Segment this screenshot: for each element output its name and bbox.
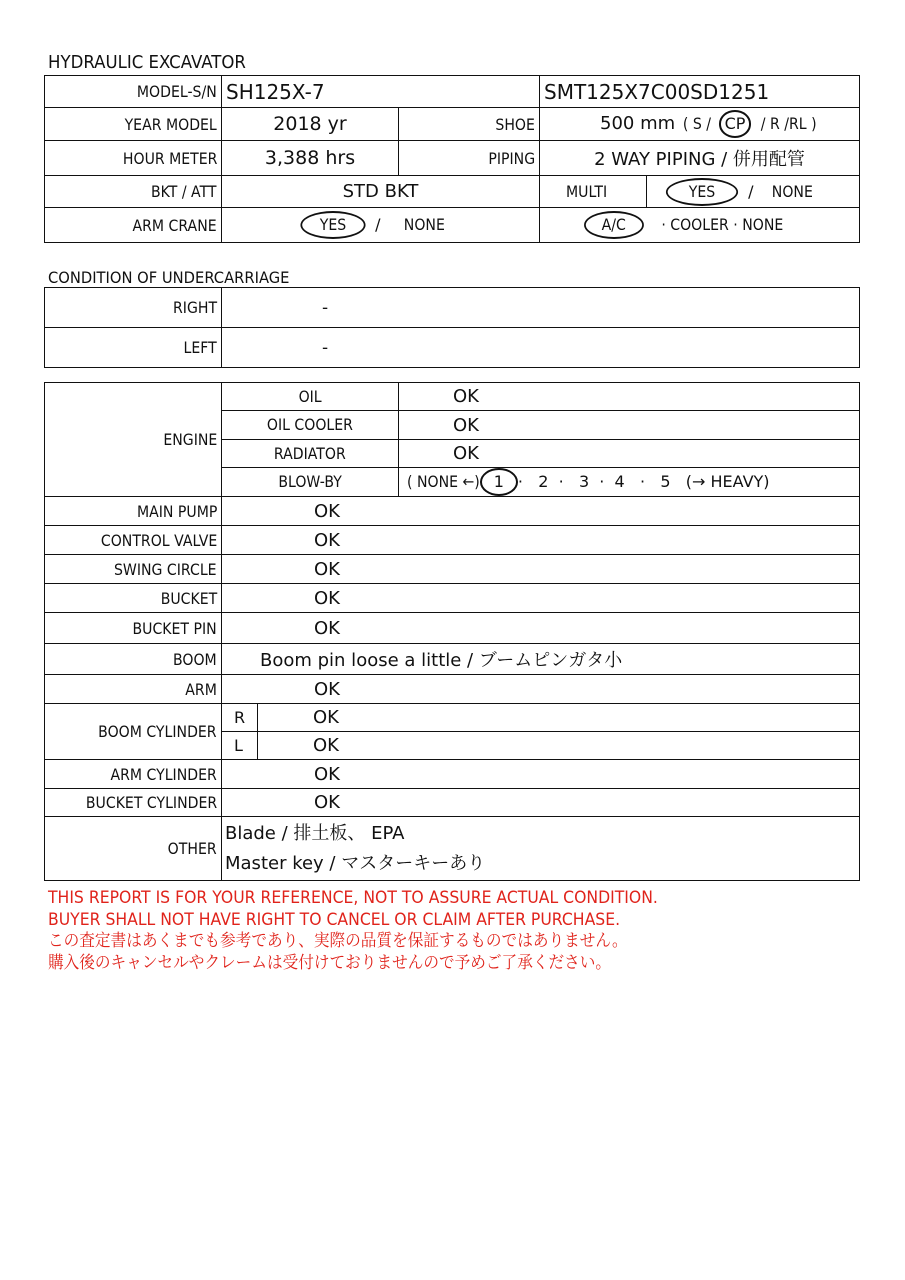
model-value: SH125X-7 <box>222 76 540 108</box>
spec-table <box>44 75 860 243</box>
bkt-value: STD BKT <box>222 176 540 208</box>
multi-selected: YES <box>666 178 738 206</box>
model-sn-label: MODEL-S/N <box>45 76 222 108</box>
boom-cyl-r-value: OK <box>258 704 860 732</box>
boom-cyl-label: BOOM CYLINDER <box>45 704 222 760</box>
boom-label: BOOM <box>45 644 222 675</box>
undercarriage-title: CONDITION OF UNDERCARRIAGE <box>48 268 290 287</box>
ac-value: A/C · COOLER · NONE <box>540 208 860 243</box>
oil-label: OIL <box>222 383 399 411</box>
boom-cyl-r-label: R <box>222 704 258 732</box>
serial-value: SMT125X7C00SD1251 <box>540 76 860 108</box>
disclaimer-line-4: 購入後のキャンセルやクレームは受付けておりませんので予めご了承ください。 <box>48 952 612 973</box>
other-line-1: Blade / 排土板、 EPA <box>225 822 405 844</box>
shoe-value: 500 mm ( S / CP / R /RL ) <box>540 108 860 141</box>
shoe-label: SHOE <box>399 108 540 141</box>
blowby-scale: ( NONE ←) 1 · 2 · 3 · 4 · 5 (→ HEAVY) <box>399 468 860 497</box>
arm-value: OK <box>222 675 860 704</box>
main-pump-value: OK <box>222 497 860 526</box>
radiator-label: RADIATOR <box>222 440 399 468</box>
arm-cyl-label: ARM CYLINDER <box>45 760 222 789</box>
oil-value: OK <box>399 383 860 411</box>
undercarriage-table <box>44 287 860 368</box>
oilcooler-label: OIL COOLER <box>222 411 399 440</box>
right-value: - <box>222 288 860 328</box>
crane-value: YES / NONE <box>222 208 540 243</box>
boom-cyl-l-value: OK <box>258 732 860 760</box>
shoe-selected: CP <box>719 110 752 138</box>
disclaimer-line-1: THIS REPORT IS FOR YOUR REFERENCE, NOT TO ASSURE ACTUAL CONDITION. <box>48 888 658 908</box>
hours-value: 3,388 hrs <box>222 141 399 176</box>
left-label: LEFT <box>45 328 222 368</box>
year-label: YEAR MODEL <box>45 108 222 141</box>
disclaimer-line-2: BUYER SHALL NOT HAVE RIGHT TO CANCEL OR CLAIM AFTER PURCHASE. <box>48 909 621 930</box>
arm-label: ARM <box>45 675 222 704</box>
engine-label: ENGINE <box>45 383 222 497</box>
bkt-label: BKT / ATT <box>45 176 222 208</box>
multi-label: MULTI <box>540 176 647 208</box>
swing-circle-label: SWING CIRCLE <box>45 555 222 584</box>
left-value: - <box>222 328 860 368</box>
crane-selected: YES <box>300 211 365 239</box>
radiator-value: OK <box>399 440 860 468</box>
main-pump-label: MAIN PUMP <box>45 497 222 526</box>
crane-label: ARM CRANE <box>45 208 222 243</box>
swing-circle-value: OK <box>222 555 860 584</box>
disclaimer-line-3: この査定書はあくまでも参考であり、実際の品質を保証するものではありません。 <box>48 931 628 951</box>
bucket-pin-value: OK <box>222 613 860 644</box>
arm-cyl-value: OK <box>222 760 860 789</box>
bucket-value: OK <box>222 584 860 613</box>
other-value <box>222 817 860 881</box>
bucket-cyl-value: OK <box>222 789 860 817</box>
inspection-table <box>44 382 860 881</box>
other-line-2: Master key / マスターキーあり <box>225 852 486 874</box>
control-valve-value: OK <box>222 526 860 555</box>
blowby-label: BLOW-BY <box>222 468 399 497</box>
other-label: OTHER <box>45 817 222 881</box>
multi-value: YES / NONE <box>647 176 860 208</box>
control-valve-label: CONTROL VALVE <box>45 526 222 555</box>
boom-cyl-l-label: L <box>222 732 258 760</box>
right-label: RIGHT <box>45 288 222 328</box>
document-title: HYDRAULIC EXCAVATOR <box>48 52 246 73</box>
year-value: 2018 yr <box>222 108 399 141</box>
disclaimer <box>48 888 711 974</box>
piping-label: PIPING <box>399 141 540 176</box>
boom-value: Boom pin loose a little / ブームピンガタ小 <box>222 644 860 675</box>
ac-selected: A/C <box>584 211 643 239</box>
hour-label: HOUR METER <box>45 141 222 176</box>
oilcooler-value: OK <box>399 411 860 440</box>
bucket-cyl-label: BUCKET CYLINDER <box>45 789 222 817</box>
blowby-selected: 1 <box>480 468 518 496</box>
bucket-label: BUCKET <box>45 584 222 613</box>
bucket-pin-label: BUCKET PIN <box>45 613 222 644</box>
piping-value: 2 WAY PIPING / 併用配管 <box>540 141 860 176</box>
